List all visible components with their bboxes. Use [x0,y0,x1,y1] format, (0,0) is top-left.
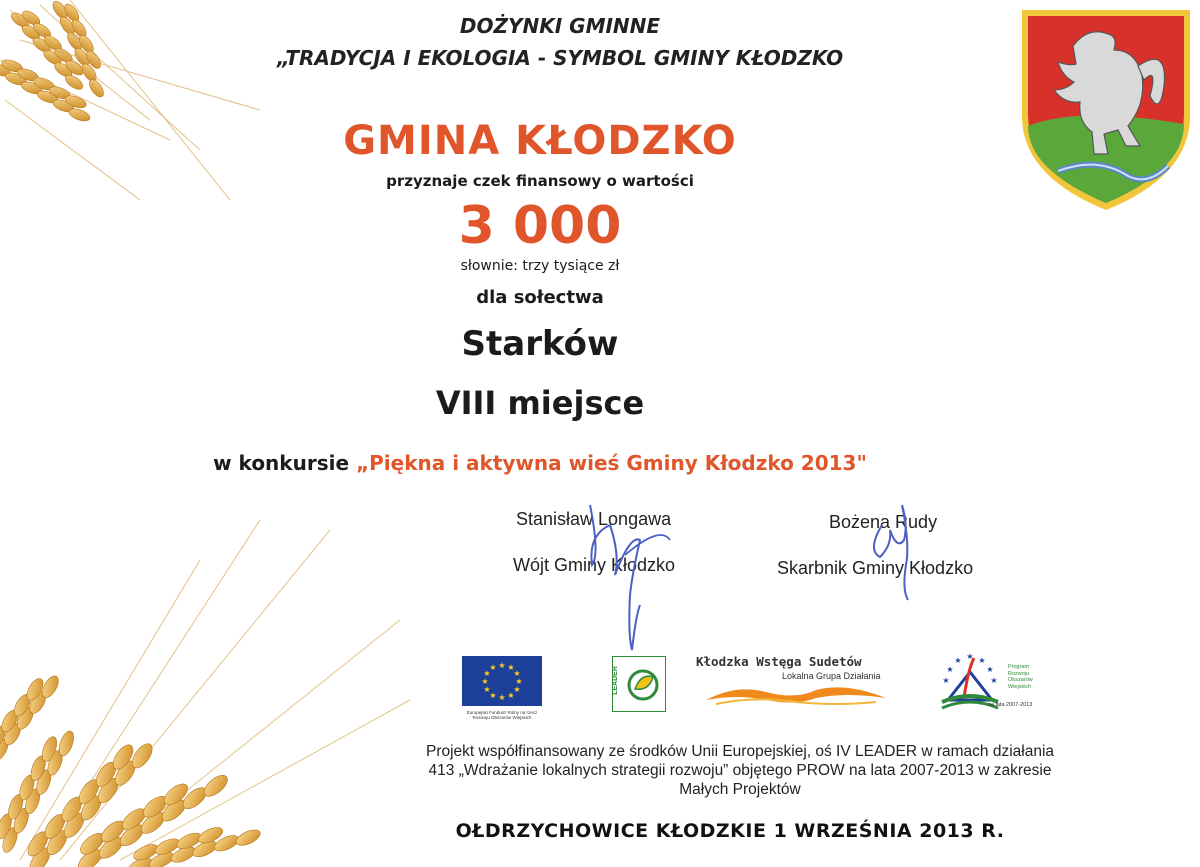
event-subtitle: „TRADYCJA I EKOLOGIA - SYMBOL GMINY KŁODZKO [276,46,844,70]
svg-text:★: ★ [515,677,523,686]
recipient-label: dla sołectwa [476,287,604,308]
svg-text:★: ★ [498,693,506,702]
issuer-title: GMINA KŁODZKO [343,118,737,164]
svg-text:★: ★ [489,691,497,700]
svg-text:★: ★ [946,665,954,674]
signature-1-scribble [570,495,680,655]
prow-emblem-icon [934,650,1006,710]
contest-prefix: w konkursie [213,451,350,475]
grant-description: przyznaje czek finansowy o wartości [386,172,694,190]
svg-text:★: ★ [481,677,489,686]
leader-text: LEADER [611,666,619,695]
svg-text:★: ★ [498,661,506,670]
svg-text:★: ★ [483,685,491,694]
svg-text:★: ★ [942,676,950,685]
place-and-date: OŁDRZYCHOWICE KŁODZKIE 1 WRZEŚNIA 2013 R. [455,820,1005,842]
coat-of-arms-icon [1018,6,1194,214]
amount-in-words: słownie: trzy tysiące zł [460,258,620,274]
svg-text:★: ★ [954,656,962,665]
contest-line [160,451,920,475]
signatory-2-title: Skarbnik Gminy Kłodzko [777,558,974,578]
signatory-1-name: Stanisław Longawa [516,509,672,529]
prow-years: na lata 2007-2013 [988,702,1033,708]
eu-flag-icon [462,656,542,706]
signatory-1-title: Wójt Gminy Kłodzko [513,555,676,575]
signatory-2-name: Bożena Rudy [829,512,938,532]
eu-logo [462,656,544,720]
svg-text:★: ★ [513,685,521,694]
lgd-subtitle: Lokalna Grupa Działania [782,671,881,681]
leader-logo [612,656,666,712]
prow-program-name: Program Rozwoju Obszarów Wiejskich [1008,664,1033,690]
event-title: DOŻYNKI GMINNE [459,14,661,38]
lgd-logo [696,654,896,710]
recipient-village: Starków [461,324,619,364]
grant-amount: 3 000 [458,196,622,256]
svg-text:★: ★ [489,663,497,672]
wheat-bottom-illustration [0,500,420,867]
svg-text:★: ★ [513,669,521,678]
contest-name: „Piękna i aktywna wieś Gminy Kłodzko 2013" [356,451,867,475]
lgd-name: Kłodzka Wstęga Sudetów [696,654,862,669]
svg-text:★: ★ [966,652,974,661]
prow-logo [934,650,1066,714]
funding-notice: Projekt współfinansowany ze środków Unii Europejskiej, oś IV LEADER w ramach działania 413 „Wdrażanie lokalnych strategii rozwoju” objętego PROW na lata 2007-2013 w zakresie Małych Projektów [425,743,1055,798]
svg-text:★: ★ [986,665,994,674]
svg-text:★: ★ [978,656,986,665]
signature-2-scribble [862,495,932,605]
eu-caption: Europejski Fundusz Rolny na rzecz Rozwoju Obszarów Wiejskich [466,710,538,720]
svg-text:★: ★ [990,676,998,685]
leader-leaf-icon [623,663,663,703]
svg-text:★: ★ [483,669,491,678]
svg-text:★: ★ [507,663,515,672]
awarded-place: VIII miejsce [435,384,645,422]
lgd-ribbon-icon [696,682,896,708]
svg-text:★: ★ [507,691,515,700]
